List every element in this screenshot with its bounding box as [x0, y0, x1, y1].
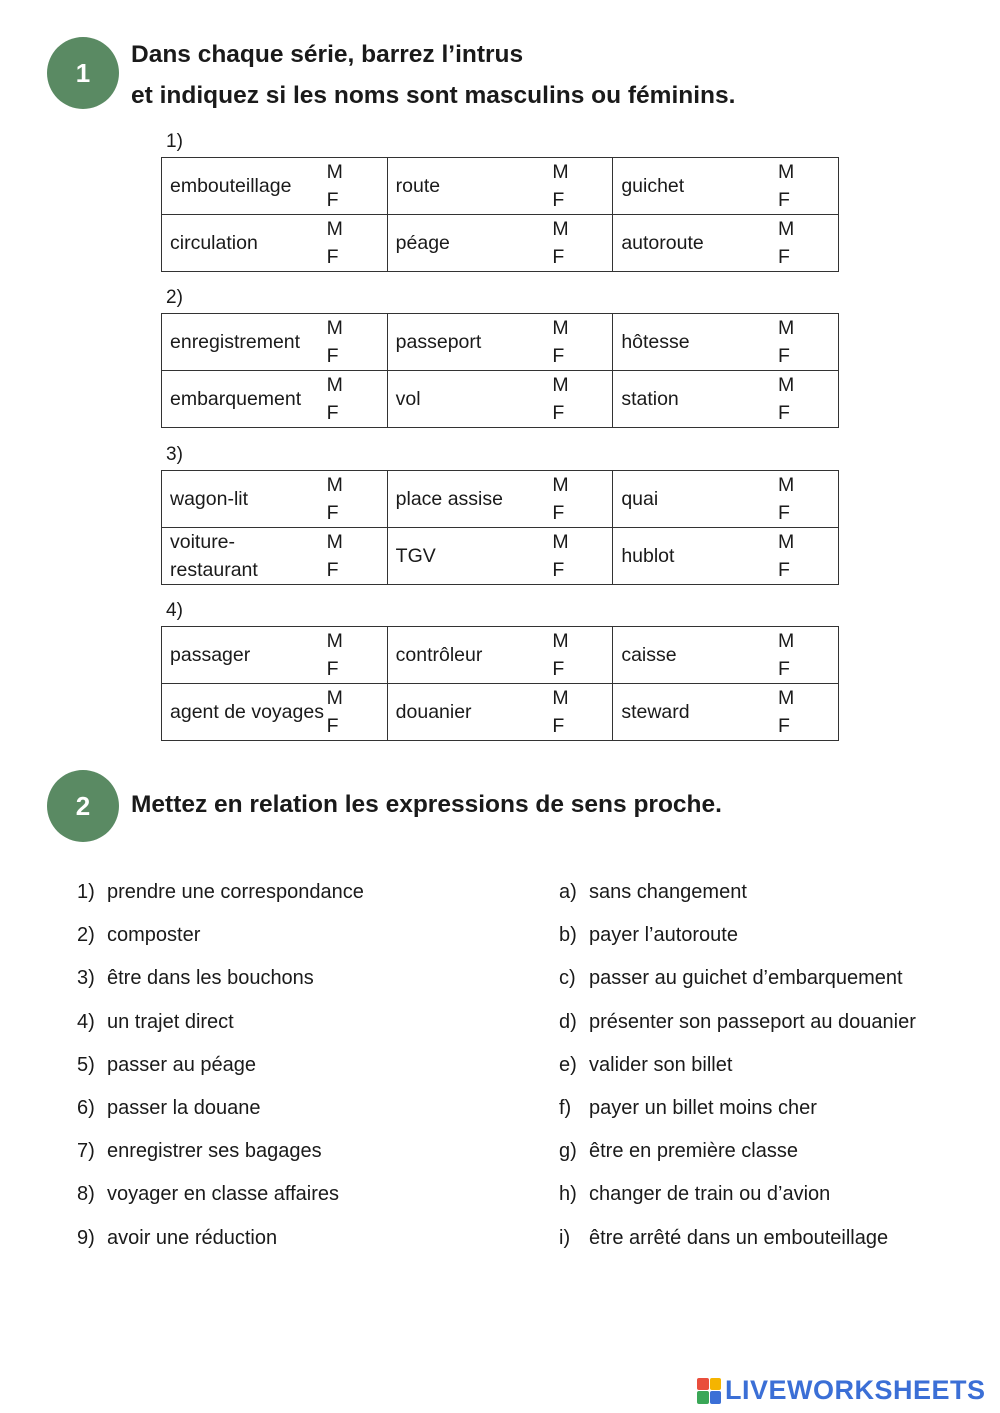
feminine-option[interactable]: F — [778, 402, 790, 424]
list-item[interactable] — [77, 1087, 364, 1130]
item-letter: b) — [559, 924, 577, 947]
exercise-1-instruction — [131, 34, 735, 116]
list-item[interactable] — [559, 1130, 916, 1173]
masculine-option[interactable]: M — [552, 374, 569, 396]
feminine-option[interactable]: F — [778, 658, 790, 680]
masculine-option[interactable]: M — [326, 630, 343, 652]
feminine-option[interactable]: F — [778, 246, 790, 268]
item-letter: e) — [559, 1053, 577, 1076]
exercise-2-badge — [47, 770, 119, 842]
item-letter: f) — [559, 1097, 572, 1120]
list-item[interactable] — [77, 871, 364, 914]
exercise-2-instruction: Mettez en relation les expressions de sens proche. — [131, 791, 722, 818]
feminine-option[interactable]: F — [326, 246, 339, 268]
list-item[interactable] — [77, 1044, 364, 1087]
item-text: enregistrer ses bagages — [107, 1140, 322, 1163]
feminine-option[interactable]: F — [552, 502, 565, 524]
masculine-option[interactable]: M — [778, 630, 795, 652]
series-4-table — [161, 626, 839, 741]
item-number: 4) — [77, 1010, 95, 1033]
word-option[interactable]: agent de voyages — [170, 701, 324, 723]
feminine-option[interactable]: F — [778, 715, 790, 737]
item-text: prendre une correspondance — [107, 881, 364, 904]
masculine-option[interactable]: M — [552, 474, 569, 496]
item-number: 9) — [77, 1226, 95, 1249]
word-option[interactable]: place assise — [395, 488, 503, 510]
instruction-line-2: et indiquez si les noms sont masculins ou féminins. — [131, 82, 736, 109]
word-option[interactable]: steward — [621, 701, 690, 723]
item-letter: i) — [559, 1226, 571, 1249]
masculine-option[interactable]: M — [326, 161, 343, 183]
list-item[interactable] — [77, 914, 364, 957]
word-option[interactable]: péage — [395, 232, 450, 254]
item-text: passer la douane — [107, 1097, 261, 1120]
feminine-option[interactable]: F — [326, 658, 339, 680]
item-text: changer de train ou d’avion — [589, 1183, 831, 1206]
word-option[interactable]: vol — [395, 388, 421, 410]
liveworksheets-logo — [697, 1375, 986, 1406]
feminine-option[interactable]: F — [552, 189, 565, 211]
series-3-table — [161, 470, 839, 585]
item-text: être en première classe — [589, 1140, 798, 1163]
feminine-option[interactable]: F — [552, 246, 565, 268]
feminine-option[interactable]: F — [326, 502, 339, 524]
item-number: 2) — [77, 924, 95, 947]
item-number: 3) — [77, 967, 95, 990]
list-item[interactable] — [559, 1087, 916, 1130]
item-text: être arrêté dans un embouteillage — [589, 1226, 889, 1249]
feminine-option[interactable]: F — [552, 402, 565, 424]
item-text: présenter son passeport au douanier — [589, 1010, 916, 1033]
word-option[interactable]: hôtesse — [621, 331, 690, 353]
item-number: 7) — [77, 1140, 95, 1163]
item-number: 6) — [77, 1097, 95, 1120]
list-item[interactable] — [77, 1130, 364, 1173]
word-option[interactable]: station — [621, 388, 679, 410]
word-option[interactable]: guichet — [621, 175, 685, 197]
series-1-table — [161, 157, 839, 272]
item-text: payer un billet moins cher — [589, 1097, 817, 1120]
table-row — [162, 528, 839, 585]
item-text: passer au péage — [107, 1053, 257, 1076]
masculine-option[interactable]: M — [552, 161, 569, 183]
feminine-option[interactable]: F — [326, 189, 339, 211]
masculine-option[interactable]: M — [326, 374, 343, 396]
item-letter: h) — [559, 1183, 577, 1206]
list-item[interactable] — [77, 1217, 364, 1260]
item-text: valider son billet — [589, 1053, 733, 1076]
word-option[interactable]: embouteillage — [170, 175, 292, 197]
word-option[interactable]: TGV — [395, 545, 436, 567]
feminine-option[interactable]: F — [778, 189, 790, 211]
word-option[interactable]: wagon-lit — [170, 488, 249, 510]
word-option[interactable]: autoroute — [621, 232, 704, 254]
masculine-option[interactable]: M — [552, 687, 569, 709]
exercise-1-badge — [47, 37, 119, 109]
series-3-label: 3) — [166, 444, 183, 465]
word-option[interactable]: quai — [621, 488, 659, 510]
feminine-option[interactable]: F — [552, 345, 565, 367]
logo-square — [697, 1391, 709, 1404]
masculine-option[interactable]: M — [778, 474, 795, 496]
logo-cube-icon — [697, 1378, 721, 1404]
list-item[interactable] — [559, 957, 916, 1000]
masculine-option[interactable]: M — [778, 317, 795, 339]
masculine-option[interactable]: M — [552, 531, 569, 553]
word-option[interactable]: contrôleur — [395, 644, 483, 666]
table-row — [162, 215, 839, 272]
feminine-option[interactable]: F — [778, 502, 790, 524]
word-option[interactable]: enregistrement — [170, 331, 301, 353]
list-item[interactable] — [77, 1173, 364, 1216]
word-option[interactable]: hublot — [621, 545, 675, 567]
series-2-table — [161, 313, 839, 428]
item-text: avoir une réduction — [107, 1226, 278, 1249]
feminine-option[interactable]: F — [326, 715, 339, 737]
masculine-option[interactable]: M — [778, 531, 795, 553]
word-option[interactable]: douanier — [395, 701, 472, 723]
masculine-option[interactable]: M — [326, 218, 343, 240]
list-item[interactable] — [559, 1001, 916, 1044]
exercise-1-number: 1 — [75, 57, 91, 88]
masculine-option[interactable]: M — [778, 374, 795, 396]
feminine-option[interactable]: F — [778, 345, 790, 367]
item-text: être dans les bouchons — [107, 967, 314, 990]
right-expression-list — [559, 871, 916, 1260]
logo-square — [710, 1378, 722, 1391]
masculine-option[interactable]: M — [778, 161, 795, 183]
table-row — [162, 684, 839, 741]
table-row — [162, 471, 839, 528]
masculine-option[interactable]: M — [326, 687, 343, 709]
table-row — [162, 314, 839, 371]
item-number: 5) — [77, 1053, 95, 1076]
list-item[interactable] — [77, 1001, 364, 1044]
item-number: 8) — [77, 1183, 95, 1206]
list-item[interactable] — [559, 914, 916, 957]
logo-square — [697, 1378, 709, 1391]
item-letter: d) — [559, 1010, 577, 1033]
feminine-option[interactable]: F — [552, 658, 565, 680]
masculine-option[interactable]: M — [552, 317, 569, 339]
masculine-option[interactable]: M — [326, 531, 343, 553]
item-text: passer au guichet d’embarquement — [589, 967, 903, 990]
list-item[interactable] — [77, 957, 364, 1000]
list-item[interactable] — [559, 1173, 916, 1216]
feminine-option[interactable]: F — [326, 402, 339, 424]
table-row — [162, 627, 839, 684]
item-text: voyager en classe affaires — [107, 1183, 339, 1206]
table-row — [162, 158, 839, 215]
word-option[interactable]: circulation — [170, 232, 258, 254]
word-option[interactable]: caisse — [621, 644, 677, 666]
series-1-label: 1) — [166, 131, 183, 152]
logo-square — [710, 1391, 722, 1404]
word-option[interactable]: passager — [170, 644, 251, 666]
feminine-option[interactable]: F — [778, 559, 790, 581]
feminine-option[interactable]: F — [326, 345, 339, 367]
word-option[interactable]: route — [395, 175, 441, 197]
masculine-option[interactable]: M — [326, 474, 343, 496]
feminine-option[interactable]: F — [552, 715, 565, 737]
word-option[interactable]: voiture- restaurant — [170, 531, 258, 581]
feminine-option[interactable]: F — [552, 559, 565, 581]
exercise-2-number: 2 — [75, 790, 91, 821]
masculine-option[interactable]: M — [326, 317, 343, 339]
list-item[interactable] — [559, 1217, 916, 1260]
table-row — [162, 371, 839, 428]
item-text: payer l’autoroute — [589, 924, 738, 947]
item-letter: c) — [559, 967, 576, 990]
word-option[interactable]: passeport — [395, 331, 482, 353]
list-item[interactable] — [559, 871, 916, 914]
list-item[interactable] — [559, 1044, 916, 1087]
brand-name: LIVEWORKSHEETS — [725, 1375, 986, 1405]
item-letter: a) — [559, 881, 577, 904]
series-4-label: 4) — [166, 600, 183, 621]
masculine-option[interactable]: M — [778, 218, 795, 240]
series-2-label: 2) — [166, 287, 183, 308]
word-option[interactable]: embarquement — [170, 388, 302, 410]
item-text: sans changement — [589, 881, 747, 904]
item-number: 1) — [77, 881, 95, 904]
item-text: composter — [107, 924, 201, 947]
masculine-option[interactable]: M — [552, 218, 569, 240]
masculine-option[interactable]: M — [778, 687, 795, 709]
feminine-option[interactable]: F — [326, 559, 339, 581]
item-letter: g) — [559, 1140, 577, 1163]
masculine-option[interactable]: M — [552, 630, 569, 652]
instruction-line-1: Dans chaque série, barrez l’intrus — [131, 41, 524, 68]
left-expression-list — [77, 871, 364, 1260]
item-text: un trajet direct — [107, 1010, 234, 1033]
